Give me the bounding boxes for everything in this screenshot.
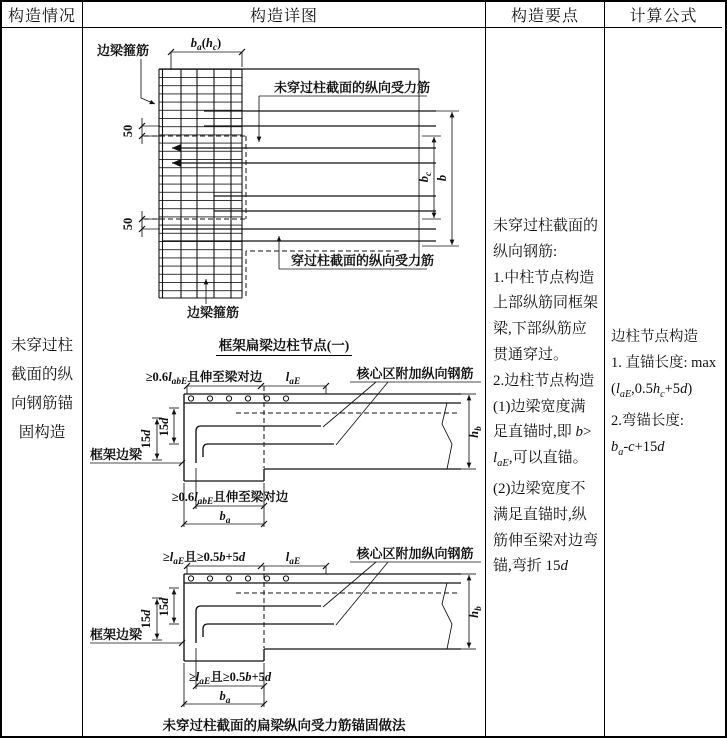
header-situation: 构造情况 [2,2,83,28]
dimension-15d-pair [139,408,179,460]
situation-line: 固构造 [18,424,66,441]
beam-section-outline [184,566,461,661]
key-point-line: 1.中柱节点构造 [493,269,595,286]
situation-line: 向钢筋锚 [10,395,73,412]
key-point-line: 2.边柱节点构造 [493,372,595,389]
top-bar-sections [188,576,288,581]
dim-embed-top-label: $\ge 0.6l_{abE}$且伸至梁对边 [145,370,263,387]
top-dimension [163,550,329,574]
key-point-line: 贯通穿过。 [493,346,569,363]
formula-cell [605,28,722,736]
key-point-line: $l_{aE}$,可以直锚。 [493,450,588,470]
caption-joint-plan: 框架扁梁边柱节点(一) [216,334,353,356]
key-point-line: (1)边梁宽度满 [493,398,586,415]
key-point-line: 锚,弯折 15d [493,558,569,575]
situation-line: 未穿过柱 [10,337,73,354]
dimension-hb [461,574,484,649]
key-points-cell [486,28,605,736]
detail-drawing-section-1 [84,356,484,532]
frame-edge-beam-text: 框架边梁 [90,447,143,462]
key-point-line: (2)边梁宽度不 [493,480,586,497]
edge-beam-stirrup-label-top [97,43,155,104]
dim-ba-label: $b_a$ [219,689,231,706]
dim-15d-inner-label: 15d [157,417,171,437]
dim-50-upper-label: 50 [121,124,135,138]
dim-embed-top-label: $\ge l_{aE}$且≥0.5b+5d [162,550,246,567]
formula-line: $b_a-c+15d$ [611,438,665,458]
situation-line: 截面的纵 [10,366,73,383]
dim-lae-label: $l_{aE}$ [285,370,301,387]
detail-drawing-joint-plan [84,36,484,334]
core-added-bars-label [323,366,481,445]
dim-lae-label: $l_{aE}$ [285,550,301,567]
key-point-line: 筋伸至梁对边弯 [493,532,599,549]
caption-anchorage-method: 未穿过柱截面的扁梁纵向受力筋锚固做法 [162,718,406,733]
dim-15d-outer-label: 15d [139,429,153,449]
top-dimension [146,369,329,394]
through-bars-text: 穿过柱截面的纵向受力筋 [291,253,435,268]
bottom-dimensions [181,648,272,707]
longitudinal-bars [196,593,458,643]
dim-bc-label: $b_c$ [417,171,434,183]
key-point-line: 纵向钢筋: [493,243,558,260]
core-added-bars-text: 核心区附加纵向钢筋 [356,546,474,561]
formula-line: 1. 直锚长度: max [611,355,717,371]
formula-line: 2.弯锚长度: [611,412,684,429]
frame-edge-beam-label [90,627,185,646]
not-through-bars-text: 未穿过柱截面的纵向受力筋 [274,80,431,95]
core-added-bars-label [323,546,481,625]
longitudinal-bars [196,413,458,463]
bottom-dimensions [172,468,289,527]
drawing-cell [83,28,486,736]
core-added-bars-text: 核心区附加纵向钢筋 [356,366,474,381]
dim-ba-label: $b_a$ [219,509,231,526]
key-point-line: 上部纵筋同框架 [493,295,599,312]
dimension-15d-pair [139,588,179,640]
frame-edge-beam-label [90,447,185,466]
dim-hb-label: $h_b$ [467,426,484,438]
situation-cell [2,28,83,736]
header-formula: 计算公式 [605,2,722,28]
key-point-line: 梁,下部纵筋应 [493,321,587,338]
formula-line: 边柱节点构造 [611,329,698,345]
detail-drawing-section-2 [84,536,484,712]
key-point-line: 未穿过柱截面的 [493,218,599,234]
edge-beam-stirrup-bottom-text: 边梁箍筋 [187,305,240,320]
dim-ba-hc-label: $b_a(h_c)$ [190,36,222,53]
beam-section-outline [184,386,461,481]
frame-edge-beam-text: 框架边梁 [90,627,143,642]
top-bar-sections [188,396,288,401]
dim-embed-bottom-label: $\ge l_{aE}$且≥0.5b+5d [188,670,272,687]
dimension-hb [461,394,484,469]
key-point-line: 足直锚时,即 b> [493,424,592,441]
key-point-line: 满足直锚时,纵 [493,506,587,523]
dim-hb-label: $h_b$ [467,606,484,618]
dimension-50-lower [121,211,160,237]
header-detail-drawing: 构造详图 [83,2,486,28]
dim-b-label: b [435,174,449,182]
edge-beam-stirrup-top-text: 边梁箍筋 [97,43,150,58]
dimension-50-upper [121,118,160,144]
dim-15d-inner-label: 15d [157,597,171,617]
dim-15d-outer-label: 15d [139,609,153,629]
dim-embed-bottom-label: $\ge 0.6l_{abE}$且伸至梁对边 [171,490,289,507]
dimension-ba-hc [168,36,245,69]
column-stirrup-grid [159,69,242,298]
formula-line: $(l_{aE},0.5h_c+5d)$ [611,381,693,400]
dim-50-lower-label: 50 [121,217,135,231]
header-key-points: 构造要点 [486,2,605,28]
